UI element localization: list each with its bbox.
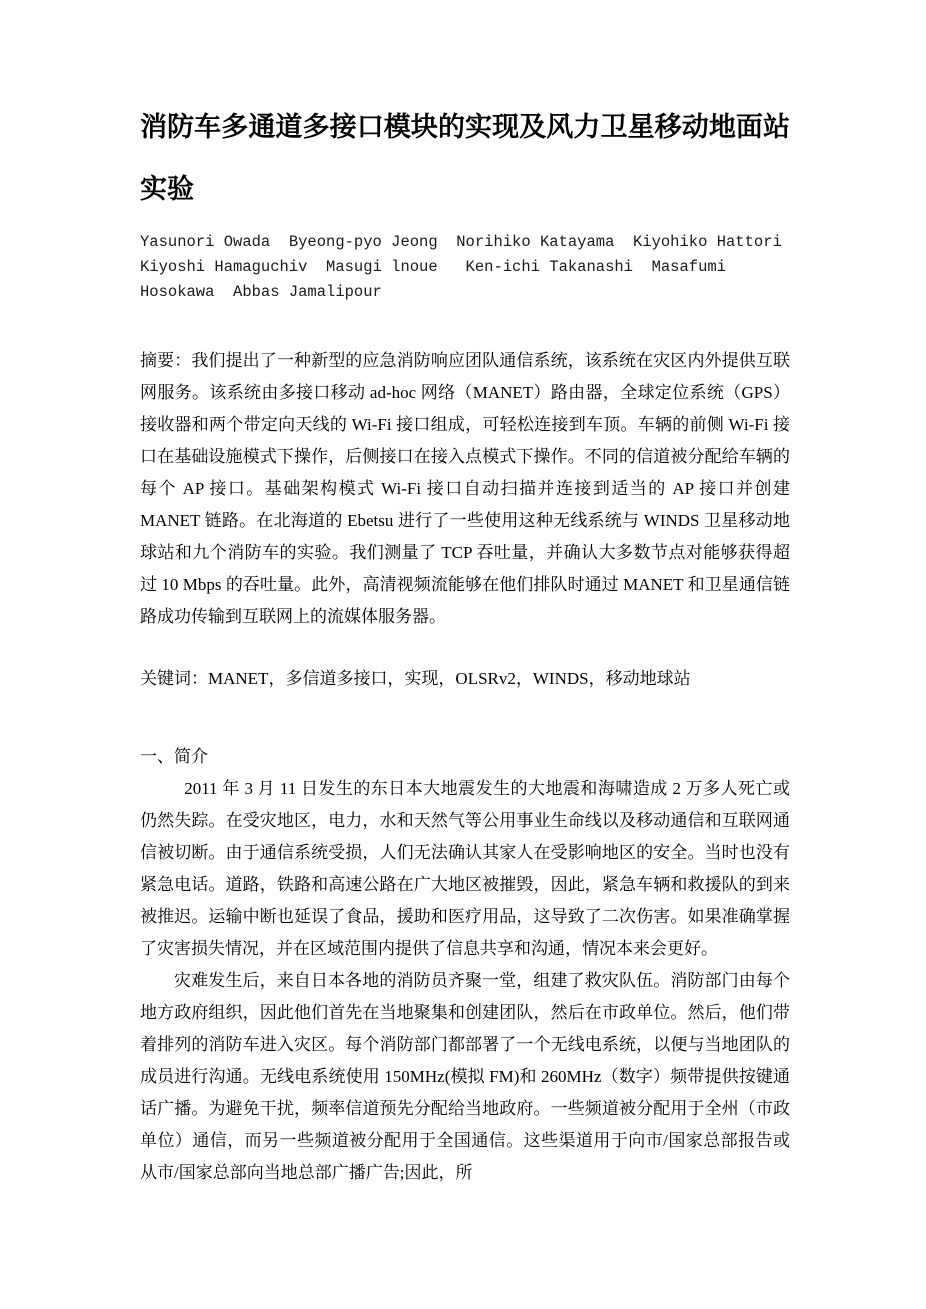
body-paragraph-1: 2011 年 3 月 11 日发生的东日本大地震发生的大地震和海啸造成 2 万多人死亡或仍然失踪。在受灾地区，电力，水和天然气等公用事业生命线以及移动通信和互联网通信被切断。由于通信系统受损，人们无法确认其家人在受影响地区的安全。当时也没有紧急电话。道路，铁路和高速公路在广大地区被摧毁，因此，紧急车辆和救援队的到来被推迟。运输中断也延误了食品，援助和医疗用品，这导致了二次伤害。如果准确掌握了灾害损失情况，并在区域范围内提供了信息共享和沟通，情况本来会更好。	[140, 779, 790, 958]
body-paragraph-2: 灾难发生后，来自日本各地的消防员齐聚一堂，组建了救灾队伍。消防部门由每个地方政府组织，因此他们首先在当地聚集和创建团队，然后在市政单位。然后，他们带着排列的消防车进入灾区。每个消防部门都部署了一个无线电系统，以便与当地团队的成员进行沟通。无线电系统使用 150MHz(模拟 FM)和 260MHz（数字）频带提供按键通话广播。为避免干扰，频率信道预先分配给当地政府。一些频道被分配用于全州（市政单位）通信，而另一些频道被分配用于全国通信。这些渠道用于向市/国家总部报告或从市/国家总部向当地总部广播广告;因此，所	[140, 971, 790, 1182]
author-line-1: Yasunori Owada Byeong-pyo Jeong Norihiko Katayama Kiyohiko Hattori	[140, 233, 782, 251]
section-heading-introduction: 一、简介	[140, 747, 208, 766]
abstract-paragraph: 摘要：我们提出了一种新型的应急消防响应团队通信系统，该系统在灾区内外提供互联网服务。该系统由多接口移动 ad-hoc 网络（MANET）路由器，全球定位系统（GPS）接收器和两个带定向天线的 Wi-Fi 接口组成，可轻松连接到车顶。车辆的前侧 Wi-Fi 接口在基础设施模式下操作，后侧接口在接入点模式下操作。不同的信道被分配给车辆的每个 AP 接口。基础架构模式 Wi-Fi 接口自动扫描并连接到适当的 AP 接口并创建 MANET 链路。在北海道的 Ebetsu 进行了一些使用这种无线系统与 WINDS 卫星移动地球站和九个消防车的实验。我们测量了 TCP 吞吐量，并确认大多数节点对能够获得超过 10 Mbps 的吞吐量。此外，高清视频流能够在他们排队时通过 MANET 和卫星通信链路成功传输到互联网上的流媒体服务器。	[140, 351, 790, 626]
document-title: 消防车多通道多接口模块的实现及风力卫星移动地面站实验	[140, 112, 790, 204]
author-line-3: Hosokawa Abbas Jamalipour	[140, 283, 382, 301]
authors-block	[140, 230, 790, 305]
author-line-2: Kiyoshi Hamaguchiv Masugi lnoue Ken-ichi Takanashi Masafumi	[140, 258, 726, 276]
keywords-line: 关键词：MANET，多信道多接口，实现，OLSRv2，WINDS，移动地球站	[140, 669, 691, 688]
